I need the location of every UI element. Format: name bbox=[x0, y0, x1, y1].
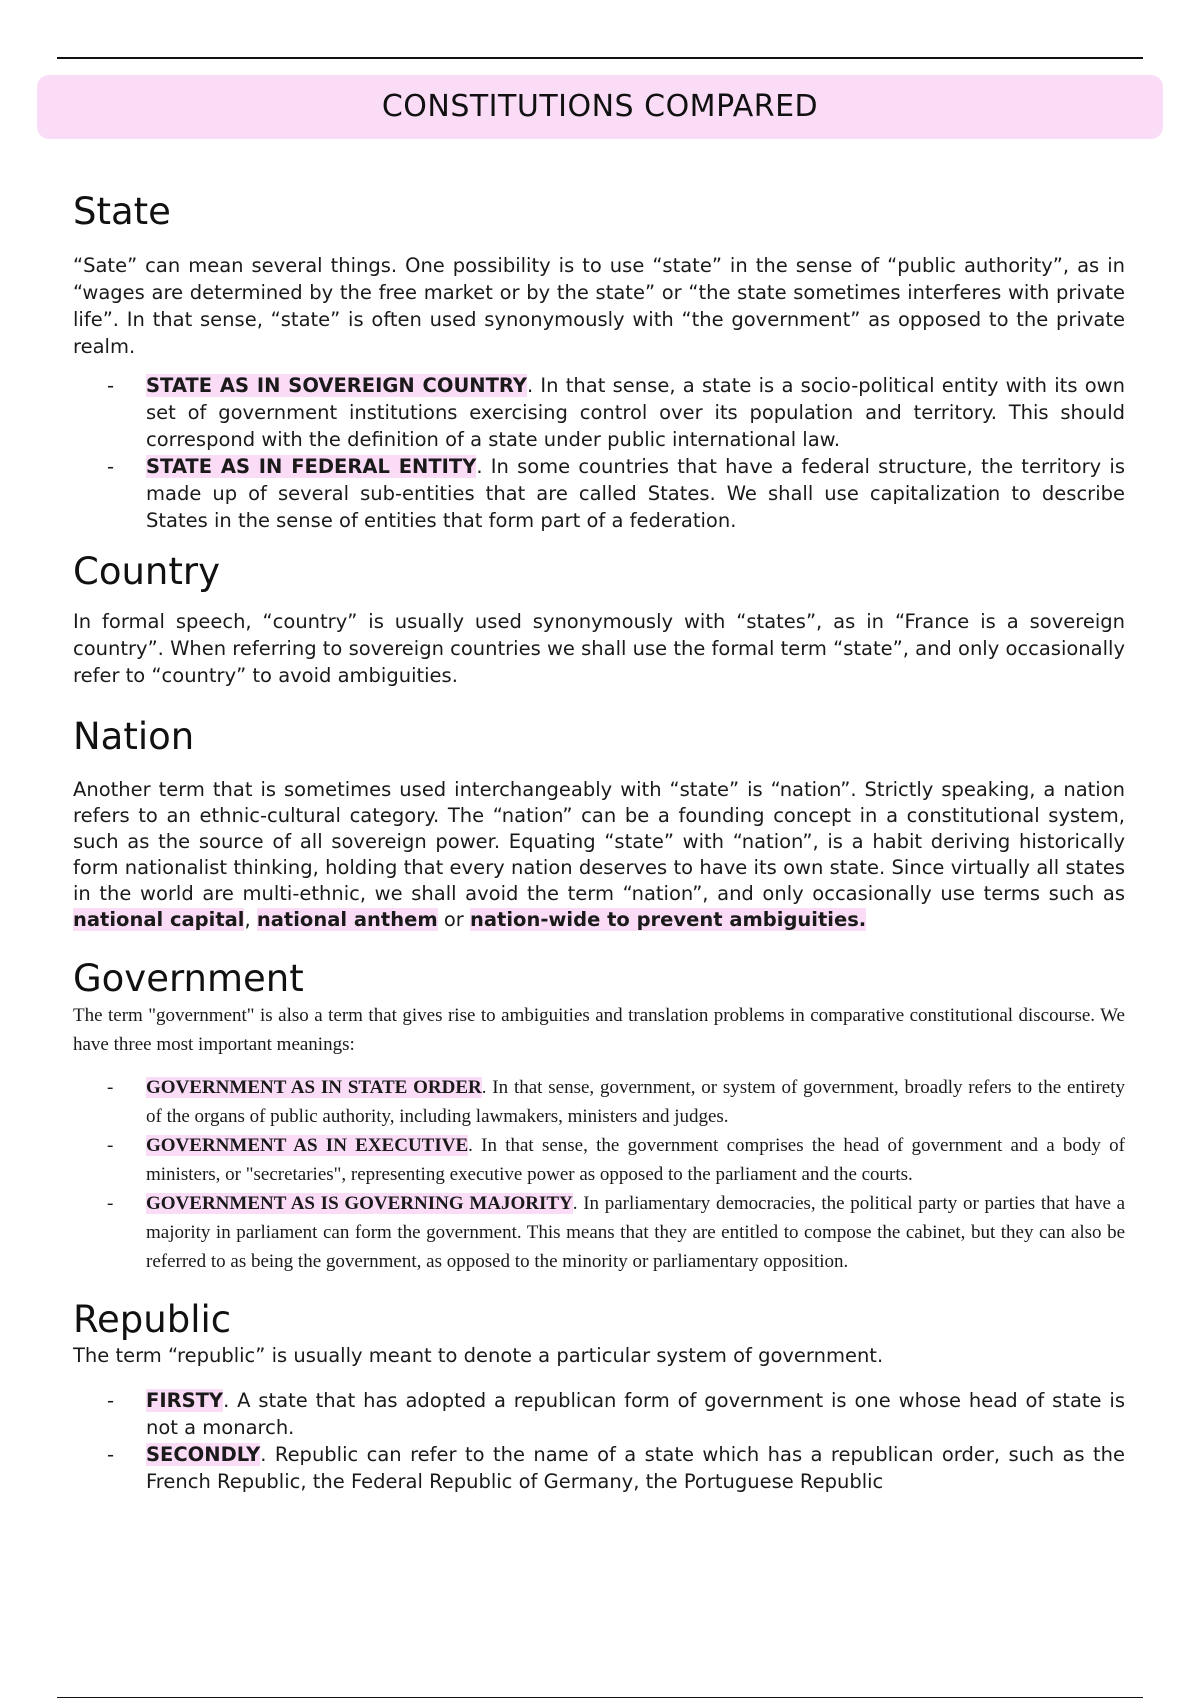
section-government bbox=[73, 957, 1125, 1276]
list-item bbox=[73, 372, 1125, 453]
section-republic bbox=[73, 1298, 1125, 1495]
list-item bbox=[73, 1131, 1125, 1189]
list-item bbox=[73, 453, 1125, 534]
highlighted-term: FIRSTY bbox=[146, 1389, 224, 1412]
highlighted-term: GOVERNMENT AS IS GOVERNING MAJORITY bbox=[146, 1193, 573, 1214]
highlighted-term: national anthem bbox=[256, 908, 438, 931]
section-heading: Republic bbox=[73, 1298, 232, 1341]
list-item-text: . In that sense, a state is a socio-political entity with its own set of government institutions exercising control over its population and territory. This should correspond with the definition of a state under public international law. bbox=[146, 374, 1125, 451]
highlighted-term: national capital bbox=[73, 908, 245, 931]
section-heading: Nation bbox=[73, 715, 195, 758]
page-title: CONSTITUTIONS COMPARED bbox=[381, 89, 819, 124]
list-item bbox=[73, 1387, 1125, 1441]
paragraph bbox=[73, 777, 1125, 933]
separator-text: or bbox=[437, 908, 470, 931]
section-heading: Government bbox=[73, 957, 304, 1000]
document-body bbox=[73, 190, 1125, 1495]
highlighted-term: nation-wide to prevent ambiguities. bbox=[470, 908, 867, 931]
list-item-text: . In that sense, the government comprises the head of government and a body of ministers, or "secretaries", representing executive power as opposed to the parliament and the courts. bbox=[146, 1135, 1125, 1185]
list-item bbox=[73, 1189, 1125, 1276]
list-item bbox=[73, 1441, 1125, 1495]
highlighted-term: GOVERNMENT AS IN STATE ORDER bbox=[146, 1077, 482, 1098]
bullet-list bbox=[73, 1387, 1125, 1495]
bullet-list bbox=[73, 372, 1125, 534]
highlighted-term: SECONDLY bbox=[146, 1443, 261, 1466]
paragraph: “Sate” can mean several things. One possibility is to use “state” in the sense of “public authority”, as in “wages are determined by the free market or by the state” or “the state sometimes interferes with private life”. In that sense, “state” is often used synonymously with “the government” as opposed to the private realm. bbox=[73, 254, 1125, 358]
list-item-text: . In that sense, government, or system of government, broadly refers to the entirety of the organs of public authority, including lawmakers, ministers and judges. bbox=[146, 1077, 1125, 1127]
section-heading: State bbox=[73, 190, 171, 233]
separator-text: , bbox=[244, 908, 257, 931]
top-rule bbox=[57, 57, 1143, 59]
highlighted-term: GOVERNMENT AS IN EXECUTIVE bbox=[146, 1135, 469, 1156]
section-heading: Country bbox=[73, 550, 220, 593]
list-item-text: . A state that has adopted a republican form of government is one whose head of state is not a monarch. bbox=[146, 1389, 1125, 1439]
list-item-text: . In some countries that have a federal structure, the territory is made up of several sub-entities that are called States. We shall use capitalization to describe States in the sense of entities that form part of a federation. bbox=[146, 455, 1126, 532]
paragraph: The term “republic” is usually meant to denote a particular system of government. bbox=[73, 1344, 884, 1367]
bullet-list bbox=[73, 1073, 1125, 1276]
paragraph: In formal speech, “country” is usually used synonymously with “states”, as in “France is a sovereign country”. When referring to sovereign countries we shall use the formal term “state”, and only occasionally refer to “country” to avoid ambiguities. bbox=[73, 610, 1125, 687]
section-country bbox=[73, 550, 1125, 689]
highlighted-term: STATE AS IN SOVEREIGN COUNTRY bbox=[146, 374, 527, 397]
paragraph-text: Another term that is sometimes used interchangeably with “state” is “nation”. Strictly speaking, a nation refers to an ethnic-cultural category. The “nation” can be a founding concept in a constitutional system, such as the source of all sovereign power. Equating “state” with “nation”, is a habit deriving historically form nationalist thinking, holding that every nation deserves to have its own state. Since virtually all states in the world are multi-ethnic, we shall avoid the term “nation”, and only occasionally use terms such as bbox=[73, 778, 1125, 905]
paragraph: The term "government" is also a term that gives rise to ambiguities and translation problems in comparative constitutional discourse. We have three most important meanings: bbox=[73, 1005, 1125, 1055]
highlighted-term: STATE AS IN FEDERAL ENTITY bbox=[146, 455, 477, 478]
list-item-text: . In parliamentary democracies, the political party or parties that have a majority in parliament can form the government. This means that they are entitled to compose the cabinet, but they can also be referred to as being the government, as opposed to the minority or parliamentary opposition. bbox=[146, 1193, 1126, 1272]
title-banner bbox=[37, 75, 1163, 139]
section-state bbox=[73, 190, 1125, 534]
list-item bbox=[73, 1073, 1125, 1131]
section-nation bbox=[73, 715, 1125, 933]
bottom-rule bbox=[57, 1697, 1143, 1698]
list-item-text: . Republic can refer to the name of a state which has a republican order, such as the French Republic, the Federal Republic of Germany, the Portuguese Republic bbox=[146, 1443, 1125, 1493]
